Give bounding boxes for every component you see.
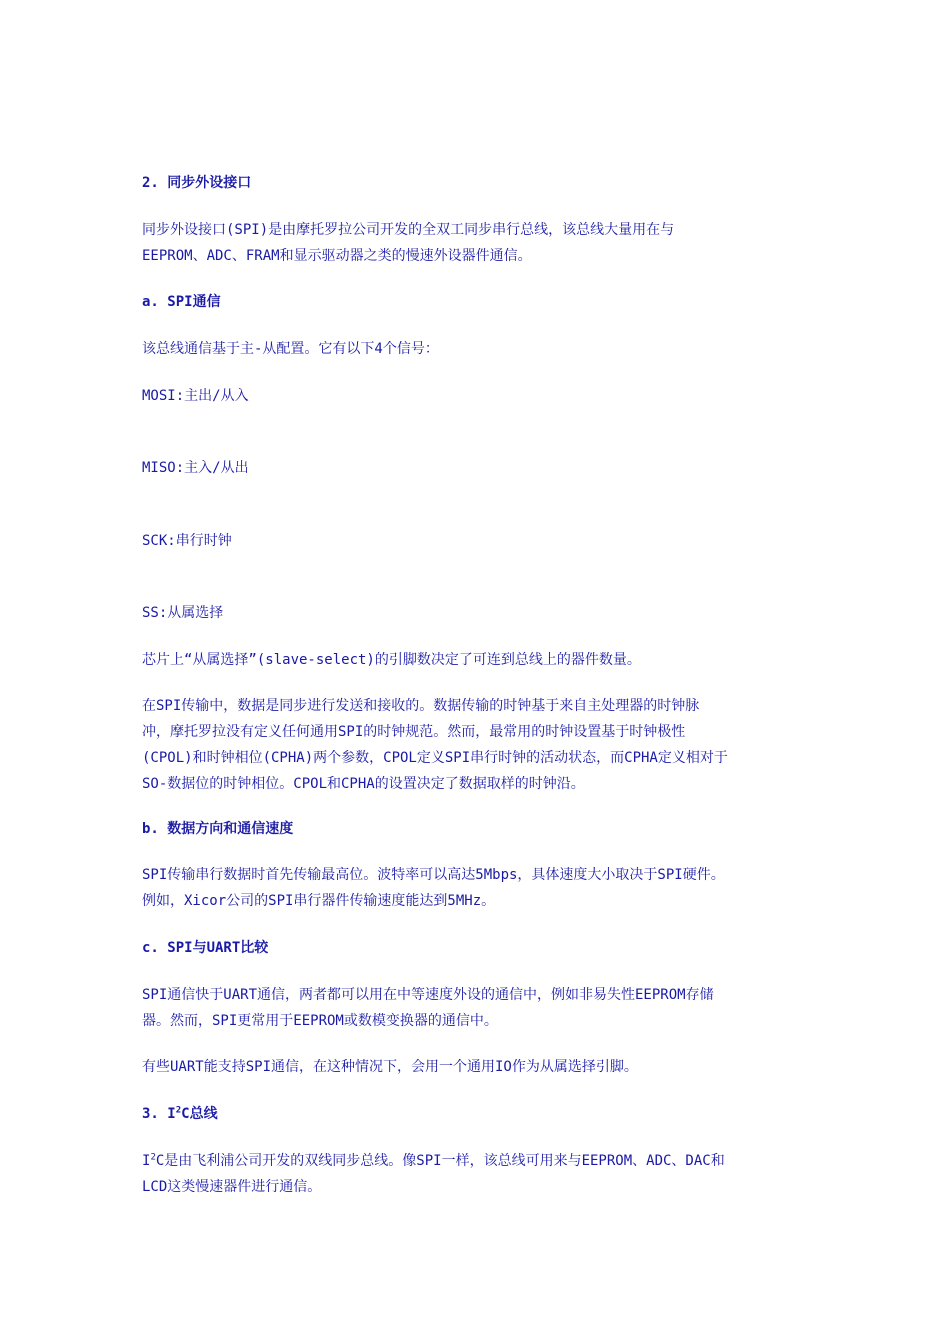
paragraph-line: SPI通信快于UART通信，两者都可以用在中等速度外设的通信中，例如非易失性EEPROM存储 xyxy=(142,987,714,1003)
section-c-paragraph-1 xyxy=(142,982,807,1034)
section-a-heading: a. SPI通信 xyxy=(142,294,221,310)
section-c-paragraph-2: 有些UART能支持SPI通信，在这种情况下，会用一个通用IO作为从属选择引脚。 xyxy=(142,1059,638,1075)
paragraph-line: SO-数据位的时钟相位。CPOL和CPHA的设置决定了数据取样的时钟沿。 xyxy=(142,776,585,792)
paragraph-line: 在SPI传输中，数据是同步进行发送和接收的。数据传输的时钟基于来自主处理器的时钟脉 xyxy=(142,698,700,714)
section-2-intro xyxy=(142,217,807,269)
signal-sck: SCK:串行时钟 xyxy=(142,533,232,549)
signal-miso: MISO:主入/从出 xyxy=(142,460,249,476)
superscript: 2 xyxy=(175,1105,182,1116)
paragraph-line: LCD这类慢速器件进行通信。 xyxy=(142,1179,322,1195)
heading-suffix: C总线 xyxy=(181,1106,218,1122)
paragraph-line: 同步外设接口(SPI)是由摩托罗拉公司开发的全双工同步串行总线，该总线大量用在与 xyxy=(142,222,675,238)
paragraph-line: EEPROM、ADC、FRAM和显示驱动器之类的慢速外设器件通信。 xyxy=(142,248,532,264)
section-3-heading xyxy=(142,1101,807,1127)
paragraph-line: SPI传输串行数据时首先传输最高位。波特率可以高达5Mbps，具体速度大小取决于SPI硬件。 xyxy=(142,867,725,883)
heading-prefix: 3. I xyxy=(142,1106,176,1122)
paragraph-line: 例如，Xicor公司的SPI串行器件传输速度能达到5MHz。 xyxy=(142,893,496,909)
section-a-paragraph-1: 该总线通信基于主-从配置。它有以下4个信号： xyxy=(142,341,439,357)
text-suffix: C是由飞利浦公司开发的双线同步总线。像SPI一样，该总线可用来与EEPROM、ADC、DAC和 xyxy=(155,1153,725,1169)
paragraph-line xyxy=(142,1148,807,1174)
signal-ss: SS:从属选择 xyxy=(142,605,224,621)
section-a-paragraph-2: 芯片上“从属选择”(slave-select)的引脚数决定了可连到总线上的器件数量。 xyxy=(142,652,641,668)
signal-mosi: MOSI:主出/从入 xyxy=(142,388,249,404)
section-b-heading: b. 数据方向和通信速度 xyxy=(142,821,294,837)
paragraph-line: (CPOL)和时钟相位(CPHA)两个参数，CPOL定义SPI串行时钟的活动状态，而CPHA定义相对于 xyxy=(142,750,728,766)
paragraph-line: 器。然而，SPI更常用于EEPROM或数模变换器的通信中。 xyxy=(142,1013,498,1029)
section-a-paragraph-3 xyxy=(142,693,807,797)
text-prefix: I xyxy=(142,1153,151,1169)
paragraph-line: 冲，摩托罗拉没有定义任何通用SPI的时钟规范。然而，最常用的时钟设置基于时钟极性 xyxy=(142,724,686,740)
section-c-heading: c. SPI与UART比较 xyxy=(142,940,269,956)
superscript: 2 xyxy=(150,1152,156,1163)
section-b-paragraph xyxy=(142,862,807,914)
section-2-heading: 2. 同步外设接口 xyxy=(142,175,252,191)
section-3-paragraph xyxy=(142,1148,807,1200)
